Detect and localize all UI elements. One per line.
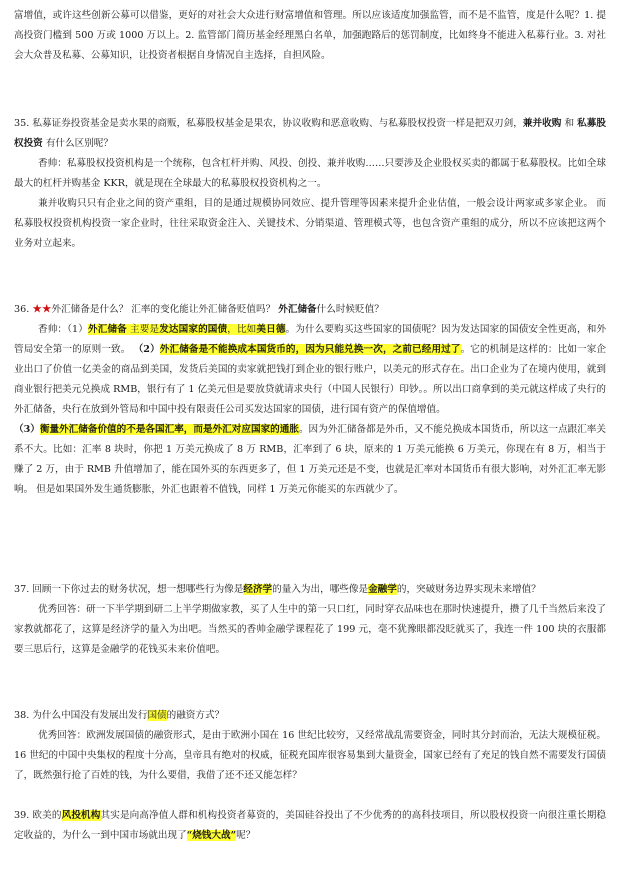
question-35 (14, 114, 606, 154)
bold-term: 私募股权投资 (14, 118, 607, 149)
bold-term: （3） (14, 424, 40, 435)
text: 外汇储备是什么？ 汇率的变化能让外汇储备贬值吗？ (51, 304, 279, 315)
star-rating: ★★ (32, 304, 52, 315)
question-36: 36. ★★外汇储备是什么？ 汇率的变化能让外汇储备贬值吗？ 外汇储备什么时候贬值？ (14, 304, 384, 315)
question-39 (14, 806, 606, 846)
highlight-term: ，比如 (227, 324, 257, 335)
text: 香帅：（1） (38, 324, 89, 335)
answer-36 (14, 320, 606, 500)
highlight-term: 金融学 (368, 584, 397, 595)
highlight-term: 国债 (147, 710, 167, 721)
text: 39. 欧美的 (14, 810, 62, 821)
text: 香帅：私募股权投资机构是一个统称，包含杠杆并购、风投、创投、兼并收购……只要涉及企业股权买卖的都属于私募股权。比如全球最大的杠杆并购基金 KKR，就是现在全球最大的私募股权投资机构之一。 (14, 158, 606, 189)
highlight-term: 衡量外汇储备价值的不是各国汇率，而是外汇对应国家的通胀 (39, 424, 299, 435)
highlight-term: 经济学 (243, 584, 273, 595)
bold-term: （2） (133, 344, 160, 355)
highlight-term: “烧钱大战” (186, 830, 237, 841)
text: 和 (561, 118, 578, 129)
text: 38. 为什么中国没有发展出发行 (14, 710, 148, 721)
text: 富增值，或许这些创新公募可以借鉴，更好的对社会大众进行财富增值和管理。所以应该适度加强监管，而不是不监管，度是什么呢？1. 提高投资门槛到 500 万或 1000 万以上。2. 监管部门简历基金经理黑白名单，加强跑路后的惩罚制度，比如终身不能进入私募行业。3. 对社会大众普及私募、公募知识，让投资者根据自身情况自主选择，自担风险。 (14, 10, 606, 61)
text: 优秀回答：欧洲发展国债的融资形式，是由于欧洲小国在 16 世纪比较穷，又经常战乱需要资金，同时其分封而治，无法大规模征税。16 世纪的中国中央集权的程度十分高，皇帝具有绝对的权威，征税充国库很容易集到大量资金，国家已经有了充足的钱自然不需要发行国债了，既然强行抢了百姓的钱，为什么要借，我借了还不还又能怎样？ (14, 730, 606, 781)
question-37 (14, 580, 606, 600)
bold-term: 兼并收购 (522, 118, 562, 129)
text: 。为什么要购买这些国家的国债呢？因为发达国家的国债安全性更高，和外管局安全第一的原则一致。 (14, 324, 607, 355)
text: 。因为外汇储备都是外币，又不能兑换成本国货币，所以这一点跟汇率关系不大。比如：汇率 8 块时，你把 1 万美元换成了 8 万 RMB，汇率到了 6 块，原来的 1 万美元能换 6 万美元，你现在有 8 万，相当于赚了 2 万，由于 RMB 升值增加了，能在国外买的东西更多了，但 1 万美元还是不变，也就是汇率对本国货币有很大影响，对外汇汇率无影响。 但是如果国外发生通货膨胀，外汇也跟着不值钱，同样 1 万美元你能买的东西就少了。 (14, 424, 607, 495)
answer-35-b (14, 194, 606, 254)
answer-37 (14, 600, 606, 660)
text: 。它的机制是这样的：比如一家企业出口了价值一亿美金的商品到美国，发货后美国的卖家就把钱打到企业的银行账户，以美元的形式存在。出口企业为了在境内使用，就到商业银行把美元兑换成 RMB，银行有了 1 亿美元但是要放贷就请求央行（中国人民银行）印钞。。所以出口商拿到的美元就这样成了央行的外汇储备，央行在放到外管局和中国中投有限责任公司买发达国家的国债，进行国有资产的保值增值。 (14, 344, 607, 415)
highlight-term: 风投机构 (61, 810, 101, 821)
highlight-term: 外汇储备是不能换成本国货币的，因为只能兑换一次，之前已经用过了 (159, 344, 461, 355)
text: 兼并收购只只有企业之间的资产重组，目的是通过规模协同效应、提升管理等因素来提升企业估值，一般会设计两家或多家企业。 而私募股权投资机构投资一家企业时，往往采取资金注入、关键技术、分销渠道、管理模式等，也包含资产重组的成分，所以不应该把这两个业务对立起来。 (14, 198, 606, 249)
answer-38 (14, 726, 606, 786)
highlight-term: 主要是 (126, 324, 160, 335)
text: 的，突破财务边界实现未来增值？ (396, 584, 541, 595)
text: 呢？ (236, 830, 256, 841)
text: 什么时候贬值？ (316, 304, 384, 315)
text: 有什么区别呢？ (42, 138, 113, 149)
text: 优秀回答：研一下半学期到研二上半学期做家教，买了人生中的第一只口红，同时穿衣品味也在那时快速提升，攒了几千当然后来没了家教就都花了，这算是经济学的量入为出吧。当然买的香帅金融学课程花了 199 元，毫不犹豫眼都没眨就买了，我连一件 100 块的衣服都要三思后行，这算是金融学的花钱买未来价值吧。 (14, 604, 606, 655)
text: 35. 私募证券投资基金是卖水果的商贩，私募股权基金是果农，协议收购和恶意收购、与私募股权投资一样是把双刃剑， (14, 118, 523, 129)
bold-term: 外汇储备 (278, 304, 317, 315)
highlight-term: 外汇储备 (88, 324, 127, 335)
text: 的融资方式？ (166, 710, 225, 721)
text: 其实是向高净值人群和机构投资者募资的，美国硅谷投出了不少优秀的的高科技项目，所以股权投资一向很注重长期稳定收益的，为什么一到中国市场就出现了 (14, 810, 607, 841)
highlight-term: 发达国家的国债 (159, 324, 228, 335)
highlight-term: 美日德 (256, 324, 286, 335)
text: 37. 回顾一下你过去的财务状况，想一想哪些行为像是 (14, 584, 244, 595)
text: 的量入为出，哪些像是 (272, 584, 369, 595)
answer-35-a (14, 154, 606, 194)
question-38 (14, 706, 606, 726)
paragraph-top (14, 6, 606, 66)
